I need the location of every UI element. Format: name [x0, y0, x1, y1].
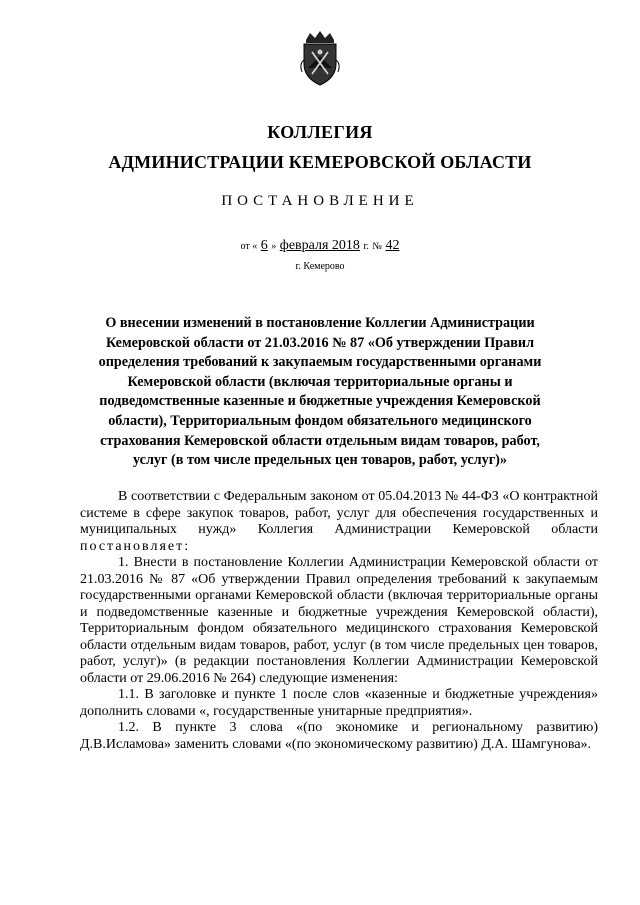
- paragraph-1-2: 1.2. В пункте 3 слова «(по экономике и региональному развитию) Д.В.Исламова» заменить словами «(по экономическому развитию) Д.А. Шамгунова».: [80, 720, 598, 752]
- paragraph-1-1: 1.1. В заголовке и пункте 1 после слов «казенные и бюджетные учреждения» дополнить словами «, государственные унитарные предприятия».: [80, 687, 598, 719]
- coat-of-arms-icon: [298, 30, 342, 88]
- paragraph-preamble: [80, 489, 598, 555]
- date-year-suffix: г.: [363, 241, 369, 252]
- date-month-year: февраля 2018: [279, 238, 360, 253]
- date-day: 6: [260, 238, 268, 253]
- org-name-line1: КОЛЛЕГИЯ: [267, 122, 373, 142]
- date-line: [0, 238, 640, 254]
- document-body: [80, 489, 598, 753]
- date-prefix: от «: [240, 241, 258, 252]
- doc-number-prefix: №: [372, 241, 382, 252]
- doc-number: 42: [385, 238, 400, 253]
- org-name-line2: АДМИНИСТРАЦИИ КЕМЕРОВСКОЙ ОБЛАСТИ: [108, 152, 532, 172]
- paragraph-1: 1. Внести в постановление Коллегии Администрации Кемеровской области от 21.03.2016 № 87 «Об утверждении Правил определения требований к закупаемым государственными органами Кемеровской области (включая территориальные органы и подведомственные казенные и бюджетные учреждения Кемеровской области), Территориальным фондом обязательного медицинского страхования Кемеровской области отдельным видам товаров, работ, услуг (в том числе предельных цен товаров, работ, услуг)» (в редакции постановления Коллегии Администрации Кемеровской области от 29.06.2016 № 264) следующие изменения:: [80, 555, 598, 686]
- document-type: ПОСТАНОВЛЕНИЕ: [221, 193, 419, 209]
- preamble-text: В соответствии с Федеральным законом от 05.04.2013 № 44-ФЗ «О контрактной системе в сфере закупок товаров, работ, услуг для обеспечения государственных и муниципальных нужд» Коллегия Администрации Кемеровской области: [80, 489, 598, 537]
- city: г. Кемерово: [295, 261, 345, 272]
- document-title: О внесении изменений в постановление Коллегии Администрации Кемеровской области от 21.03.2016 № 87 «Об утверждении Правил определения требований к закупаемым государственными органами Кемеровской области (включая территориальные органы и подведомственные казенные и бюджетные учреждения Кемеровской области), Территориальным фондом обязательного медицинского страхования Кемеровской области отдельным видам товаров, работ, услуг (в том числе предельных цен товаров, работ, услуг)»: [98, 315, 542, 469]
- date-mid: »: [271, 241, 277, 252]
- resolves-word: постановляет:: [80, 538, 191, 554]
